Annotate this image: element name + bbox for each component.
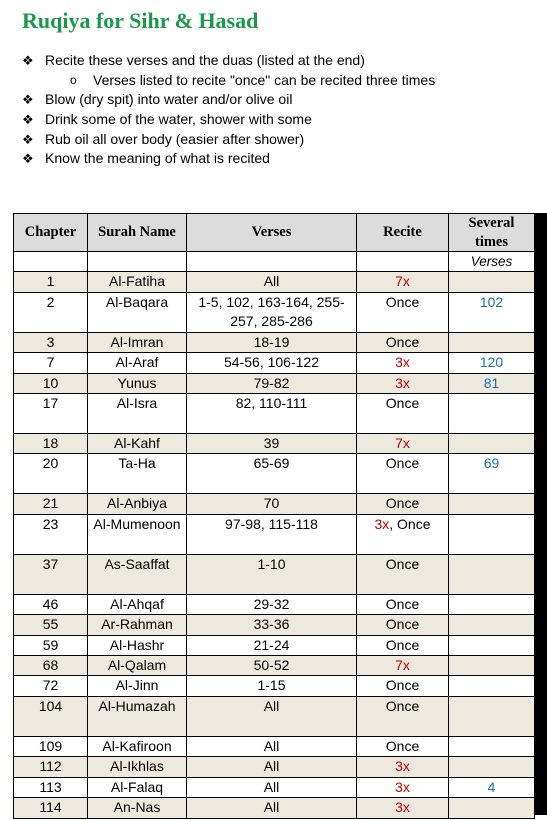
surah-name-cell: Yunus [88,373,187,393]
bullet-text: Verses listed to recite "once" can be recited three times [93,71,436,88]
diamond-bullet-icon: ❖ [22,92,34,108]
chapter-cell: 46 [14,594,88,614]
table-row [14,635,535,655]
table-row [14,656,535,676]
verses-cell: 82, 110-111 [187,394,357,434]
recite-cell [357,272,449,292]
verses-cell: 65-69 [187,454,357,494]
surah-name-cell: Al-Anbiya [88,494,187,514]
verses-cell: 18-19 [187,332,357,352]
recite-part: Once [385,697,420,714]
bullet-item [22,71,542,91]
recite-cell [357,676,449,696]
verses-cell: 21-24 [187,635,357,655]
diamond-bullet-icon: ❖ [22,131,34,147]
recite-part: 7x [395,273,410,290]
table-row [14,353,535,373]
recite-cell [357,777,449,797]
bullet-text: Recite these verses and the duas (listed at the end) [45,52,365,68]
several-times-cell: 102 [449,292,535,332]
recite-part: Once [385,395,420,412]
subheader-empty-cell [88,252,187,272]
surah-name-cell: An-Nas [88,798,187,818]
recite-part: Once [385,595,420,612]
recite-part: , Once [389,515,431,532]
chapter-cell: 114 [14,798,88,818]
verses-cell: All [187,798,357,818]
several-times-cell [449,554,535,594]
chapter-cell: 104 [14,696,88,736]
recite-part: 3x [395,799,410,816]
several-times-cell [449,656,535,676]
several-times-cell [449,494,535,514]
surah-name-cell: Al-Kahf [88,434,187,454]
table-row [14,394,535,434]
header-recite: Recite [357,214,449,252]
recite-part: 7x [395,435,410,452]
recite-cell [357,696,449,736]
subheader-verses: Verses [449,252,535,272]
bullet-text: Blow (dry spit) into water and/or olive oil [45,91,293,108]
surah-name-cell: Al-Mumenoon [88,514,187,554]
chapter-cell: 21 [14,494,88,514]
chapter-cell: 10 [14,373,88,393]
verses-cell: 70 [187,494,357,514]
chapter-cell: 18 [14,434,88,454]
recite-part: Once [385,455,420,472]
several-times-cell: 120 [449,353,535,373]
recite-cell [357,454,449,494]
recite-cell [357,514,449,554]
several-times-cell [449,676,535,696]
subheader-empty-cell [14,252,88,272]
chapter-cell: 59 [14,635,88,655]
several-times-cell: 69 [449,454,535,494]
surah-name-cell: Al-Humazah [88,696,187,736]
instruction-list [22,51,542,169]
table-row [14,615,535,635]
table-row [14,373,535,393]
recite-cell [357,798,449,818]
subheader-empty-cell [187,252,357,272]
bullet-item [22,90,542,110]
recite-part: Once [385,616,420,633]
recite-part: Once [385,333,420,350]
verses-cell: 79-82 [187,373,357,393]
recite-cell [357,615,449,635]
several-times-cell [449,394,535,434]
recite-part: Once [385,293,420,310]
verses-cell: All [187,272,357,292]
verses-cell: All [187,696,357,736]
bullet-text: Know the meaning of what is recited [45,150,270,167]
right-edge-bar [534,213,547,815]
recite-cell [357,635,449,655]
chapter-cell: 112 [14,757,88,777]
surah-name-cell: Al-Ahqaf [88,594,187,614]
several-times-cell [449,514,535,554]
recite-part: 3x [395,354,410,371]
verses-cell: 97-98, 115-118 [187,514,357,554]
table-row [14,332,535,352]
several-times-cell: 4 [449,777,535,797]
several-times-cell: 81 [449,373,535,393]
document-title: Ruqiya for Sihr & Hasad [22,8,259,33]
header-several-times: Several times [449,214,535,252]
surah-name-cell: Ar-Rahman [88,615,187,635]
recite-part: 7x [395,657,410,674]
verses-cell: All [187,777,357,797]
verses-cell: All [187,736,357,756]
header-verses: Verses [187,214,357,252]
recite-cell [357,736,449,756]
surah-name-cell: Al-Jinn [88,676,187,696]
chapter-cell: 2 [14,292,88,332]
recite-part: 3x [395,758,410,775]
header-surah-name: Surah Name [88,214,187,252]
surah-name-cell: Al-Ikhlas [88,757,187,777]
several-times-cell [449,615,535,635]
table-row [14,292,535,332]
recite-part: Once [385,555,420,572]
recite-cell [357,373,449,393]
recite-cell [357,394,449,434]
bullet-item [22,130,542,150]
diamond-bullet-icon: ❖ [22,53,34,68]
several-times-cell [449,798,535,818]
chapter-cell: 55 [14,615,88,635]
chapter-cell: 1 [14,272,88,292]
several-times-cell [449,332,535,352]
recite-cell [357,332,449,352]
table-row [14,454,535,494]
surah-name-cell: Al-Fatiha [88,272,187,292]
several-times-cell [449,434,535,454]
recite-part: 3x [395,374,410,391]
several-times-cell [449,635,535,655]
chapter-cell: 7 [14,353,88,373]
table-row [14,494,535,514]
verses-cell: 39 [187,434,357,454]
bullet-item [22,149,542,169]
table-header-row [14,214,535,252]
chapter-cell: 20 [14,454,88,494]
table-row [14,798,535,818]
bullet-item [22,51,542,71]
recite-part: Once [385,737,420,754]
table-row [14,272,535,292]
bullet-text: Drink some of the water, shower with some [45,111,312,128]
surah-name-cell: Al-Falaq [88,777,187,797]
chapter-cell: 37 [14,554,88,594]
recite-cell [357,757,449,777]
verses-cell: 29-32 [187,594,357,614]
chapter-cell: 23 [14,514,88,554]
table-row [14,696,535,736]
table-subheader-row [14,252,535,272]
subheader-empty-cell [357,252,449,272]
chapter-cell: 17 [14,394,88,434]
surah-name-cell: Al-Qalam [88,656,187,676]
table-row [14,676,535,696]
diamond-bullet-icon: ❖ [22,151,34,167]
verses-cell: 1-5, 102, 163-164, 255-257, 285-286 [187,292,357,332]
table-row [14,757,535,777]
surah-name-cell: Al-Isra [88,394,187,434]
bullet-text: Rub oil all over body (easier after shower) [45,130,305,147]
diamond-bullet-icon: ❖ [22,112,34,128]
table-row [14,777,535,797]
bullet-item [22,110,542,130]
chapter-cell: 3 [14,332,88,352]
verses-cell: 1-10 [187,554,357,594]
recite-cell [357,594,449,614]
verses-cell: 54-56, 106-122 [187,353,357,373]
surah-name-cell: As-Saaffat [88,554,187,594]
surah-name-cell: Al-Imran [88,332,187,352]
circle-bullet-icon: o [70,72,77,87]
recite-cell [357,353,449,373]
chapter-cell: 113 [14,777,88,797]
recite-part: 3x [374,515,390,532]
chapter-cell: 109 [14,736,88,756]
several-times-cell [449,272,535,292]
verses-cell: All [187,757,357,777]
verses-cell: 1-15 [187,676,357,696]
verses-cell: 50-52 [187,656,357,676]
surah-name-cell: Al-Hashr [88,635,187,655]
verses-cell: 33-36 [187,615,357,635]
recite-cell [357,494,449,514]
recite-part: Once [385,636,420,653]
several-times-cell [449,757,535,777]
surah-name-cell: Al-Baqara [88,292,187,332]
ruqiya-table [13,213,535,819]
surah-name-cell: Al-Araf [88,353,187,373]
recite-cell [357,656,449,676]
recite-cell [357,554,449,594]
table-row [14,514,535,554]
recite-cell [357,292,449,332]
surah-name-cell: Al-Kafiroon [88,736,187,756]
header-chapter: Chapter [14,214,88,252]
table-row [14,594,535,614]
table-row [14,554,535,594]
table-row [14,434,535,454]
recite-part: Once [385,677,420,694]
several-times-cell [449,594,535,614]
recite-part: 3x [395,778,410,795]
surah-name-cell: Ta-Ha [88,454,187,494]
several-times-cell [449,696,535,736]
chapter-cell: 72 [14,676,88,696]
recite-cell [357,434,449,454]
chapter-cell: 68 [14,656,88,676]
table-row [14,736,535,756]
several-times-cell [449,736,535,756]
recite-part: Once [385,495,420,512]
